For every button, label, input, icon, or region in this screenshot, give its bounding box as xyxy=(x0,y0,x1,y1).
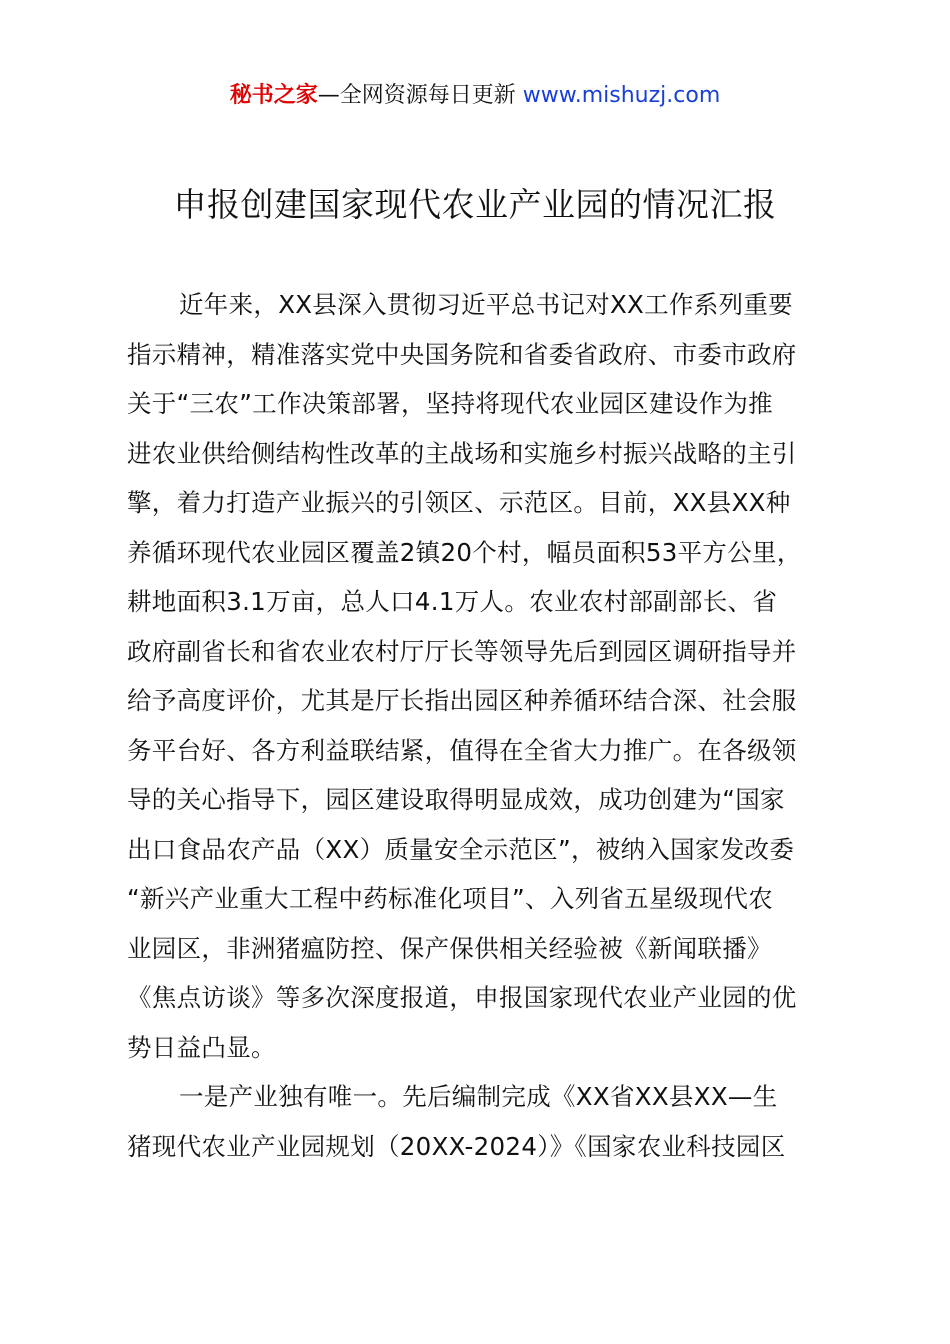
site-header xyxy=(0,80,950,112)
paragraph-line: 给予高度评价，尤其是厅长指出园区种养循环结合深、社会服 xyxy=(127,686,797,715)
paragraph-line: 务平台好、各方利益联结紧，值得在全省大力推广。在各级领 xyxy=(127,735,797,765)
paragraph-line: 猪现代农业产业园规划（20XX-2024）》《国家农业科技园区 xyxy=(127,1131,786,1161)
paragraph-line: 关于“三农”工作决策部署，坚持将现代农业园区建设作为推 xyxy=(127,389,773,418)
paragraph-line: “新兴产业重大工程中药标准化项目”、入列省五星级现代农 xyxy=(127,884,773,913)
paragraph-line: 《焦点访谈》等多次深度报道，申报国家现代农业产业园的优 xyxy=(127,983,797,1012)
header-tagline: —全网资源每日更新 xyxy=(317,83,523,108)
paragraph-line: 近年来，XX县深入贯彻习近平总书记对XX工作系列重要 xyxy=(179,290,793,319)
paragraph-line: 进农业供给侧结构性改革的主战场和实施乡村振兴战略的主引 xyxy=(127,438,797,468)
paragraph-line: 耕地面积3.1万亩，总人口4.1万人。农业农村部副部长、省 xyxy=(127,587,778,616)
paragraph-line: 养循环现代农业园区覆盖2镇20个村，幅员面积53平方公里， xyxy=(127,537,802,567)
paragraph-line: 出口食品农产品（XX）质量安全示范区”，被纳入国家发改委 xyxy=(127,834,795,864)
paragraph-line: 一是产业独有唯一。先后编制完成《XX省XX县XX—生 xyxy=(179,1082,778,1111)
document-body xyxy=(127,280,857,1171)
site-url-link[interactable]: www.mishuzj.com xyxy=(522,83,721,108)
paragraph-line: 政府副省长和省农业农村厅厅长等领导先后到园区调研指导并 xyxy=(127,636,797,666)
paragraph-line: 指示精神，精准落实党中央国务院和省委省政府、市委市政府 xyxy=(127,339,797,369)
paragraph-line: 业园区，非洲猪瘟防控、保产保供相关经验被《新闻联播》 xyxy=(127,933,772,963)
paragraph-line: 导的关心指导下，园区建设取得明显成效，成功创建为“国家 xyxy=(127,785,785,814)
paragraph-line: 势日益凸显。 xyxy=(127,1032,276,1062)
document-title: 申报创建国家现代农业产业园的情况汇报 xyxy=(173,185,777,224)
paragraph-line: 擎，着力打造产业振兴的引领区、示范区。目前，XX县XX种 xyxy=(127,488,791,517)
brand-name: 秘书之家 xyxy=(229,83,318,108)
